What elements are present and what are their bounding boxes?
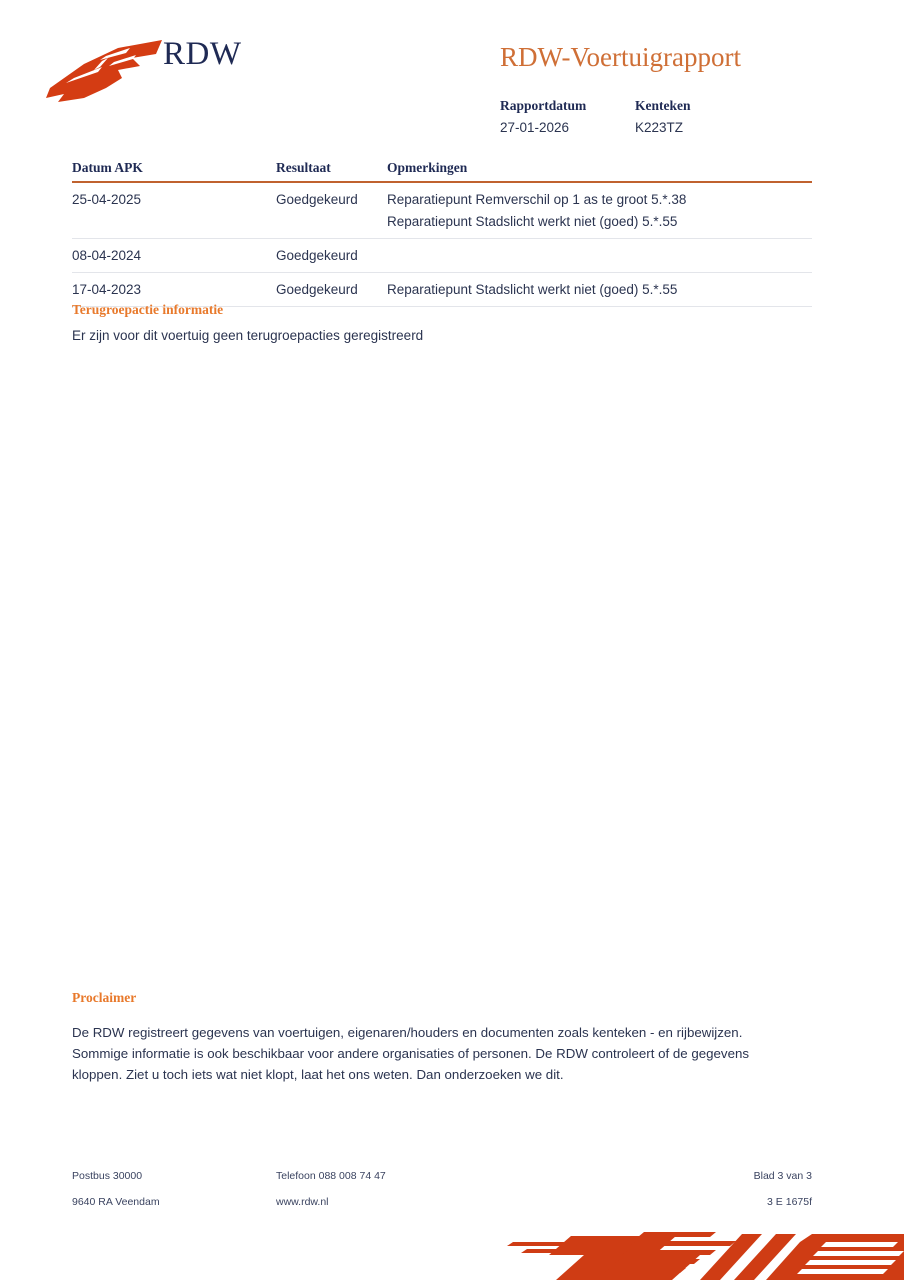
report-meta bbox=[500, 98, 830, 138]
report-meta-labels bbox=[500, 98, 830, 114]
document-header bbox=[0, 0, 904, 150]
document-footer bbox=[72, 1170, 812, 1222]
recall-heading: Terugroepactie informatie bbox=[72, 302, 224, 317]
footer-address-line1: Postbus 30000 bbox=[72, 1170, 143, 1182]
footer-row-bottom bbox=[72, 1196, 812, 1209]
report-meta-values bbox=[500, 114, 830, 138]
table-row bbox=[72, 183, 812, 239]
proclaimer-body: De RDW registreert gegevens van voertuigen, eigenaren/houders en documenten zoals kenteken - en rijbewijzen. Sommige informatie is ook beschikbaar voor andere organisaties of personen. De RDW controleert of de gegevens kloppen. Ziet u toch iets wat niet klopt, laat het ons weten. Dan onderzoeken we dit. bbox=[72, 1025, 750, 1082]
apk-note: Reparatiepunt Stadslicht werkt niet (goed) 5.*.55 bbox=[387, 213, 678, 229]
footer-form-code: 3 E 1675f bbox=[767, 1196, 812, 1208]
apk-note: Reparatiepunt Stadslicht werkt niet (goed) 5.*.55 bbox=[387, 281, 678, 297]
apk-row-date: 08-04-2024 bbox=[72, 247, 142, 263]
apk-column-header-notes: Opmerkingen bbox=[387, 160, 468, 175]
proclaimer-heading: Proclaimer bbox=[72, 990, 137, 1005]
rdw-feather-logo-icon bbox=[44, 36, 162, 106]
license-plate-value: K223TZ bbox=[635, 120, 684, 135]
apk-row-result: Goedgekeurd bbox=[276, 191, 358, 207]
footer-address-line2: 9640 RA Veendam bbox=[72, 1196, 160, 1208]
rdw-wordmark: RDW bbox=[163, 36, 242, 72]
report-date-label: Rapportdatum bbox=[500, 98, 587, 113]
apk-row-result: Goedgekeurd bbox=[276, 247, 358, 263]
apk-table-header-row bbox=[72, 160, 812, 181]
apk-row-date: 17-04-2023 bbox=[72, 281, 142, 297]
footer-page-indicator: Blad 3 van 3 bbox=[753, 1170, 812, 1182]
page-title: RDW-Voertuigrapport bbox=[500, 42, 741, 72]
recall-section bbox=[72, 302, 812, 345]
report-date-value: 27-01-2026 bbox=[500, 120, 570, 135]
license-plate-label: Kenteken bbox=[635, 98, 691, 113]
footer-row-top bbox=[72, 1170, 812, 1183]
footer-phone: Telefoon 088 008 74 47 bbox=[276, 1170, 386, 1182]
apk-column-header-result: Resultaat bbox=[276, 160, 331, 175]
proclaimer-section bbox=[72, 990, 812, 1085]
recall-body: Er zijn voor dit voertuig geen terugroepacties geregistreerd bbox=[72, 328, 424, 343]
apk-note: Reparatiepunt Remverschil op 1 as te groot 5.*.38 bbox=[387, 191, 687, 207]
apk-history-table bbox=[72, 160, 812, 307]
footer-website[interactable]: www.rdw.nl bbox=[276, 1196, 329, 1208]
table-row bbox=[72, 239, 812, 273]
apk-row-result: Goedgekeurd bbox=[276, 281, 358, 297]
apk-column-header-date: Datum APK bbox=[72, 160, 143, 175]
apk-row-notes bbox=[387, 279, 812, 300]
apk-row-notes bbox=[387, 189, 812, 232]
rdw-motion-stripes-icon bbox=[0, 1222, 904, 1280]
apk-row-date: 25-04-2025 bbox=[72, 191, 142, 207]
